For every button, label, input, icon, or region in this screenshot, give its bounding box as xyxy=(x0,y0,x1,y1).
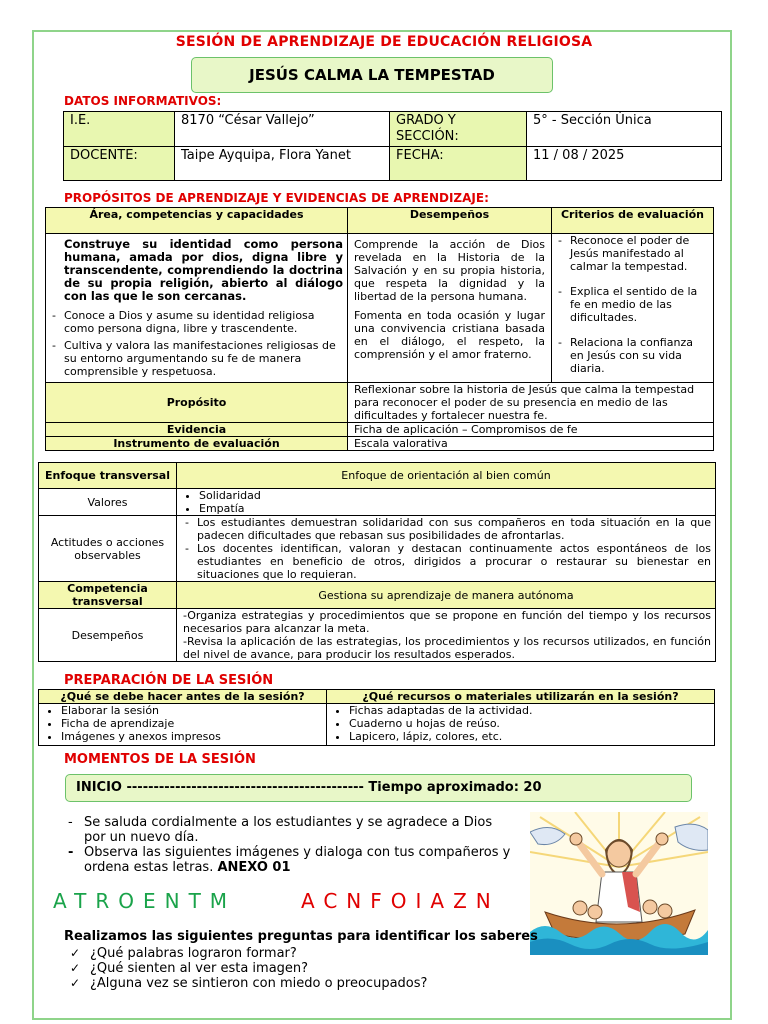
list-item: - Cultiva y valora las manifestaciones religiosas de su entorno argumentando su fe de manera comprensible y respetuosa. xyxy=(50,339,343,378)
preguntas-intro: Realizamos las siguientes preguntas para identificar los saberes xyxy=(64,929,538,944)
list-item: • Empatía xyxy=(199,502,715,515)
instrumento-value: Escala valorativa xyxy=(348,437,714,451)
competencia-transversal-label: Competencia transversal xyxy=(39,582,177,609)
actitudes-list xyxy=(183,516,711,581)
grado-value: 5° - Sección Única xyxy=(527,112,722,147)
fecha-label: FECHA: xyxy=(390,147,527,181)
jesus-boat-illustration xyxy=(530,812,708,955)
list-item: • Imágenes y anexos impresos xyxy=(61,730,326,743)
desempeno-transversal-1: -Organiza estrategias y procedimientos que se propone en función del tiempo y los recursos necesarios para alcanzar la meta. xyxy=(183,609,711,635)
inicio-box: INICIO -------------------------------------------- Tiempo aproximado: 20 xyxy=(65,774,692,802)
evidencia-value: Ficha de aplicación – Compromisos de fe xyxy=(348,423,714,437)
ie-label: I.E. xyxy=(64,112,175,147)
valores-list xyxy=(177,489,715,515)
col-recursos: ¿Qué recursos o materiales utilizarán en la sesión? xyxy=(327,690,715,704)
grado-label: GRADO Y SECCIÓN: xyxy=(390,112,527,147)
datos-label: DATOS INFORMATIVOS: xyxy=(64,94,222,108)
docente-value: Taipe Ayquipa, Flora Yanet xyxy=(175,147,390,181)
preparacion-table xyxy=(38,689,715,746)
list-item: • Elaborar la sesión xyxy=(61,704,326,717)
list-item: - Se saluda cordialmente a los estudiantes y se agradece a Dios por un nuevo día. xyxy=(68,815,493,845)
inicio-content xyxy=(68,815,516,875)
fecha-value: 11 / 08 / 2025 xyxy=(527,147,722,181)
scrambled-word-2: ACNFOIAZN xyxy=(301,889,500,913)
antes-list xyxy=(39,704,326,743)
docente-label: DOCENTE: xyxy=(64,147,175,181)
datos-table xyxy=(63,111,722,181)
col-criterios: Criterios de evaluación xyxy=(552,208,714,234)
preguntas-list xyxy=(70,946,427,991)
proposito-label: Propósito xyxy=(46,383,348,423)
propositos-label: PROPÓSITOS DE APRENDIZAJE Y EVIDENCIAS DE APRENDIZAJE: xyxy=(64,191,489,205)
desempeno-1: Comprende la acción de Dios revelada en la Historia de la Salvación y en su propia historia, que respeta la dignidad y la libertad de la persona humana. xyxy=(354,238,545,303)
propositos-table xyxy=(45,207,714,451)
enfoque-table xyxy=(38,462,716,662)
anexo-ref: ANEXO 01 xyxy=(217,860,291,875)
competencia-text: Construye su identidad como persona humana, amada por dios, digna libre y transcendente, comprendiendo la doctrina de su propia religión, abierto al diálogo con las que le son cercanas. xyxy=(64,237,343,303)
scrambled-word-1: ATROENTM xyxy=(53,889,237,913)
capacidades-list xyxy=(50,309,343,378)
valores-label: Valores xyxy=(39,489,177,516)
list-item: ✓ ¿Qué palabras lograron formar? xyxy=(70,946,427,961)
criterios-list xyxy=(556,234,709,375)
list-item: - Relaciona la confianza en Jesús con su vida diaria. xyxy=(556,336,709,375)
main-title: SESIÓN DE APRENDIZAJE DE EDUCACIÓN RELIGIOSA xyxy=(175,34,593,50)
list-item: • Cuaderno u hojas de reúso. xyxy=(349,717,714,730)
list-item: - Conoce a Dios y asume su identidad religiosa como persona digna, libre y trascendente. xyxy=(50,309,343,335)
desempenos-transversal-label: Desempeños xyxy=(39,609,177,662)
col-area: Área, competencias y capacidades xyxy=(46,208,348,234)
list-item: • Lapicero, lápiz, colores, etc. xyxy=(349,730,714,743)
list-item: - Observa las siguientes imágenes y dialoga con tus compañeros y ordena estas letras. ANEXO 01 xyxy=(68,845,511,875)
list-item: - Los docentes identifican, valoran y destacan continuamente actos espontáneos de los estudiantes en beneficio de otros, dirigidos a procurar o restaurar su bienestar en situaciones que lo requieran. xyxy=(183,542,711,581)
preparacion-label: PREPARACIÓN DE LA SESIÓN xyxy=(64,673,274,688)
evidencia-label: Evidencia xyxy=(46,423,348,437)
list-item: ✓ ¿Qué sienten al ver esta imagen? xyxy=(70,961,427,976)
list-item: • Ficha de aprendizaje xyxy=(61,717,326,730)
list-item: - Explica el sentido de la fe en medio de las dificultades. xyxy=(556,285,709,324)
recursos-list xyxy=(327,704,714,743)
list-item: • Fichas adaptadas de la actividad. xyxy=(349,704,714,717)
instrumento-label: Instrumento de evaluación xyxy=(46,437,348,451)
list-item: ✓ ¿Alguna vez se sintieron con miedo o preocupados? xyxy=(70,976,427,991)
session-title: JESÚS CALMA LA TEMPESTAD xyxy=(191,57,553,93)
col-desempenos: Desempeños xyxy=(348,208,552,234)
enfoque-value: Enfoque de orientación al bien común xyxy=(177,463,716,489)
desempeno-transversal-2: -Revisa la aplicación de las estrategias, los procedimientos y los recursos utilizados, en función del nivel de avance, para producir los resultados esperados. xyxy=(183,635,711,661)
list-item: - Reconoce el poder de Jesús manifestado al calmar la tempestad. xyxy=(556,234,709,273)
col-antes: ¿Qué se debe hacer antes de la sesión? xyxy=(39,690,327,704)
competencia-transversal-value: Gestiona su aprendizaje de manera autónoma xyxy=(177,582,716,609)
list-item: - Los estudiantes demuestran solidaridad con sus compañeros en toda situación en la que padecen dificultades que rebasan sus posibilidades de afrontarlas. xyxy=(183,516,711,542)
list-item: • Solidaridad xyxy=(199,489,715,502)
momentos-label: MOMENTOS DE LA SESIÓN xyxy=(64,752,256,767)
enfoque-label: Enfoque transversal xyxy=(39,463,177,489)
ie-value: 8170 “César Vallejo” xyxy=(175,112,390,147)
actitudes-label: Actitudes o acciones observables xyxy=(39,516,177,582)
desempeno-2: Fomenta en toda ocasión y lugar una convivencia cristiana basada en el diálogo, el respeto, la comprensión y el amor fraterno. xyxy=(354,309,545,361)
proposito-value: Reflexionar sobre la historia de Jesús que calma la tempestad para reconocer el poder de su presencia en medio de las dificultades y fortalecer nuestra fe. xyxy=(348,383,714,423)
